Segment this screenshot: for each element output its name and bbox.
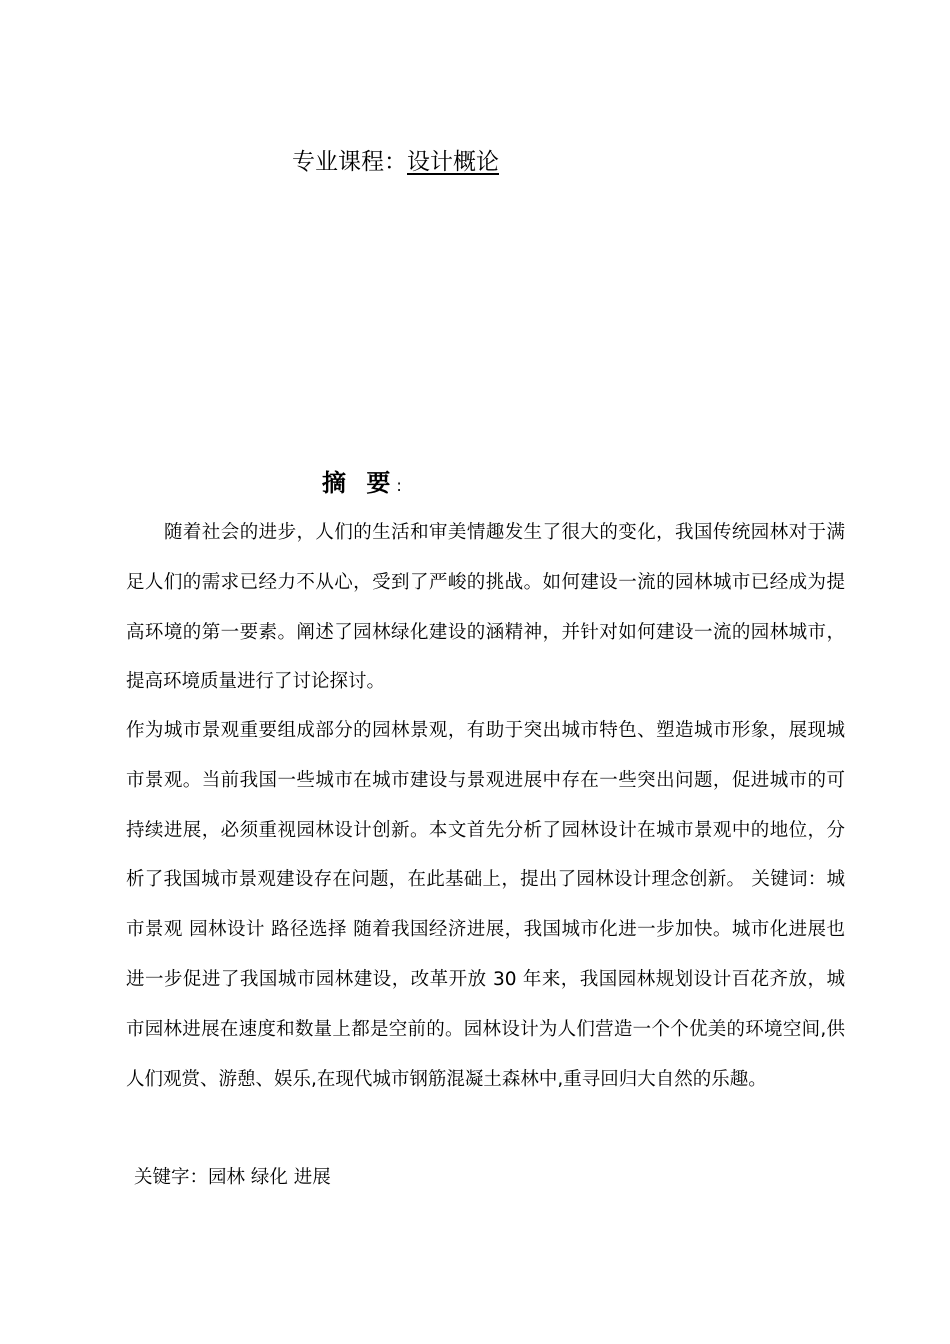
course-value: 设计概论: [407, 149, 499, 175]
abstract-paragraph-1: 随着社会的进步，人们的生活和审美情趣发生了很大的变化，我国传统园林对于满足人们的需求已经力不从心，受到了严峻的挑战。如何建设一流的园林城市已经成为提高环境的第一要素。阐述了园林绿化建设的涵精神，并针对如何建设一流的园林城市，提高环境质量进行了讨论探讨。: [126, 522, 845, 693]
abstract-heading-colon: :: [396, 476, 402, 495]
keywords-line: [134, 1162, 331, 1194]
course-line: [292, 146, 499, 178]
abstract-heading: [322, 466, 402, 503]
course-label: 专业课程：: [292, 149, 407, 175]
abstract-paragraph-2: 作为城市景观重要组成部分的园林景观，有助于突出城市特色、塑造城市形象，展现城市景观。当前我国一些城市在城市建设与景观进展中存在一些突出问题，促进城市的可持续进展，必须重视园林设计创新。本文首先分析了园林设计在城市景观中的地位，分析了我国城市景观建设存在问题，在此基础上，提出了园林设计理念创新。 关键词：城市景观 园林设计 路径选择 随着我国经济进展，我国城市化进一步加快。城市化进展也进一步促进了我国城市园林建设，改革开放 30 年来，我国园林规划设计百花齐放，城市园林进展在速度和数量上都是空前的。园林设计为人们营造一个个优美的环境空间,供人们观赏、游憩、娱乐,在现代城市钢筋混凝土森林中,重寻回归大自然的乐趣。: [126, 720, 845, 1090]
keywords-label: 关键字：: [134, 1167, 209, 1188]
keywords-value: 园林 绿化 进展: [208, 1167, 331, 1188]
abstract-heading-text: 摘 要: [322, 469, 397, 497]
